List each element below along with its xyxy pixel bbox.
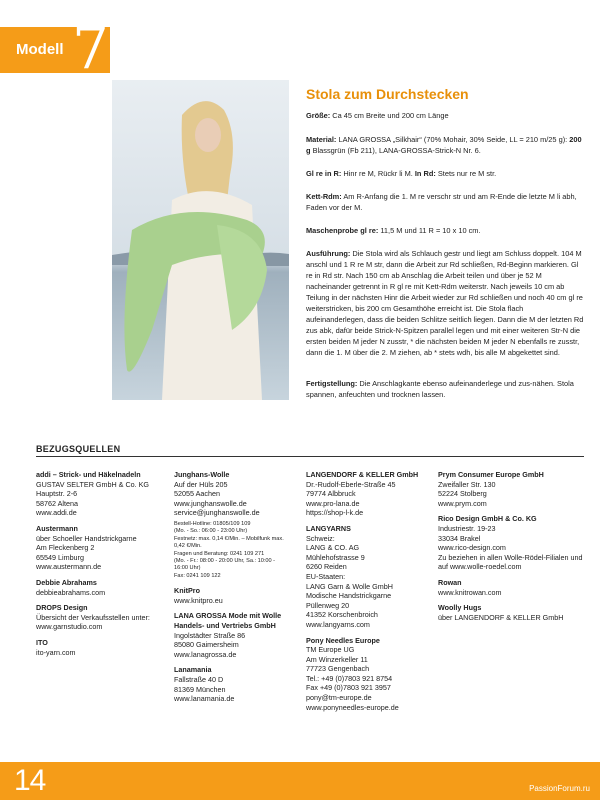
page-footer-bar — [0, 762, 600, 800]
edge-stitch-paragraph: Kett-Rdm: Am R-Anfang die 1. M re verschr str und am R-Ende die letzte M li abh, Faden vor der M. — [306, 192, 577, 212]
sources-column-4 — [438, 470, 584, 628]
model-number: 7 — [72, 14, 109, 82]
finishing-paragraph: Fertigstellung: Die Anschlagkante ebenso aufeinanderlege und zus-nähen. Stola spannen, anfeuchten und trocknen lassen. — [306, 379, 574, 399]
size-paragraph: Größe: Ca 45 cm Breite und 200 cm Länge — [306, 111, 449, 120]
source-entry: KnitPro www.knitpro.eu — [174, 586, 223, 605]
model-label: Modell — [16, 41, 64, 58]
gauge-paragraph: Maschenprobe gl re: 11,5 M und 11 R = 10 x 10 cm. — [306, 226, 481, 235]
sources-column-2 — [174, 470, 309, 710]
source-entry: Junghans-Wolle Auf der Hüls 205 52055 Aachen www.junghanswolle.de service@junghanswolle.de — [174, 470, 260, 518]
watermark: PassionForum.ru — [529, 784, 590, 793]
source-entry: Prym Consumer Europe GmbH Zweifaller Str. 130 52224 Stolberg www.prym.com — [438, 470, 544, 508]
source-entry: Austermann über Schoeller Handstrickgarne Am Fleckenberg 2 65549 Limburg www.austermann.de — [36, 523, 137, 572]
source-entry: Lanamania Fallstraße 40 D 81369 München www.lanamania.de — [174, 665, 235, 704]
sources-divider — [36, 456, 584, 457]
sources-column-3 — [306, 470, 441, 718]
source-entry: LANGYARNS Schweiz: LANG & CO. AG Mühlehofstrasse 9 6260 Reiden EU-Staaten: LANG Garn & Wolle GmbH Modische Handstrickgarne Püllenweg 20 41352 Korschenbroich www.langyarns.com — [306, 523, 393, 629]
source-entry: addi – Strick- und Häkelnadeln GUSTAV SELTER GmbH & Co. KG Hauptstr. 2-6 58762 Altena www.addi.de — [36, 470, 150, 518]
source-entry: Woolly Hugs über LANGENDORF & KELLER GmbH — [438, 603, 564, 622]
source-entry: ITO ito-yarn.com — [36, 637, 76, 657]
sources-heading: BEZUGSQUELLEN — [36, 444, 121, 454]
source-entry: LANGENDORF & KELLER GmbH Dr.-Rudolf-Eberle-Straße 45 79774 Albbruck www.pro-lana.de https://shop-l-k.de — [306, 470, 419, 518]
pattern-paragraph: Gl re in R: Hinr re M, Rückr li M. In Rd: Stets nur re M str. — [306, 169, 497, 178]
hotline-info: Bestell-Hotline: 01805/109 109 (Mo. - So.: 06:00 - 23:00 Uhr) Festnetz: max. 0,14 €/Min. – Mobilfunk max. 0,42 €/Min. Fragen und Beratung: 0241 109 271 (Mo. - Fr.: 08:00 - 20:00 Uhr, Sa.: 10:00 - 16:00 Uhr) Fax: 0241 109 122 — [174, 520, 284, 579]
source-entry: DROPS Design Übersicht der Verkaufsstellen unter: www.garnstudio.com — [36, 603, 150, 632]
source-entry: LANA GROSSA Mode mit Wolle Handels- und Vertriebs GmbH Ingolstädter Straße 86 85080 Gaimersheim www.lanagrossa.de — [174, 611, 282, 659]
source-entry: Rico Design GmbH & Co. KG Industriestr. 19-23 33034 Brakel www.rico-design.com Zu beziehen in allen Wolle-Rödel-Filialen und auf www.wolle-roedel.com — [438, 514, 583, 572]
article-title: Stola zum Durchstecken — [306, 86, 469, 102]
source-entry: Pony Needles Europe TM Europe UG Am Winzerkeller 11 77723 Gengenbach Tel.: +49 (0)7803 921 8754 Fax +49 (0)7803 921 3957 pony@tm-europe.de www.ponyneedles-europe.de — [306, 635, 399, 712]
source-entry: Debbie Abrahams debbieabrahams.com — [36, 577, 106, 597]
stola-photo — [112, 80, 289, 400]
material-paragraph: Material: LANA GROSSA „Silkhair“ (70% Mohair, 30% Seide, LL = 210 m/25 g): 200 g Blassgrün (Fb 211), LANA-GROSSA-Strick-N Nr. 6. — [306, 135, 582, 155]
model-tab — [0, 14, 110, 82]
instructions-paragraph: Ausführung: Die Stola wird als Schlauch gestr und liegt am Schluss doppelt. 104 M anschl und 1 R re M str, dann die Arbeit zur Rd schließen, Rd-Beginn markieren. Gl re in Rd str. Nach 150 cm ab Anschlag die Arbeit teilen und über je 52 M nacheinander getrennt in R gl re mit Kett-Rdm weiterstr. Nach jeweils 10 cm ab Teilung in der nächsten Hinr die Arbeit wieder zur Rd schließen und noch 40 cm gl re weiterstricken, bis 200 cm Gesamthöhe erreicht ist. Die Stola flach aufeinanderlegen, dass die beiden Schlitze seitlich liegen. Dann die M der letzten Rd zus abk, dafür beide Strick-N-Spitzen parallel legen und mit einer weiteren Str-N die ersten beiden M jeder N zusstr, * die nächsten beiden M jeder N ebenfalls re zusstr, dann die 1. M über die 2. M ziehen, ab * stets wdh, bis alle M abgekettet sind. — [306, 249, 584, 357]
sources-column-1 — [36, 470, 171, 663]
page-number: 14 — [14, 764, 46, 797]
source-entry: Rowan www.knitrowan.com — [438, 577, 502, 597]
